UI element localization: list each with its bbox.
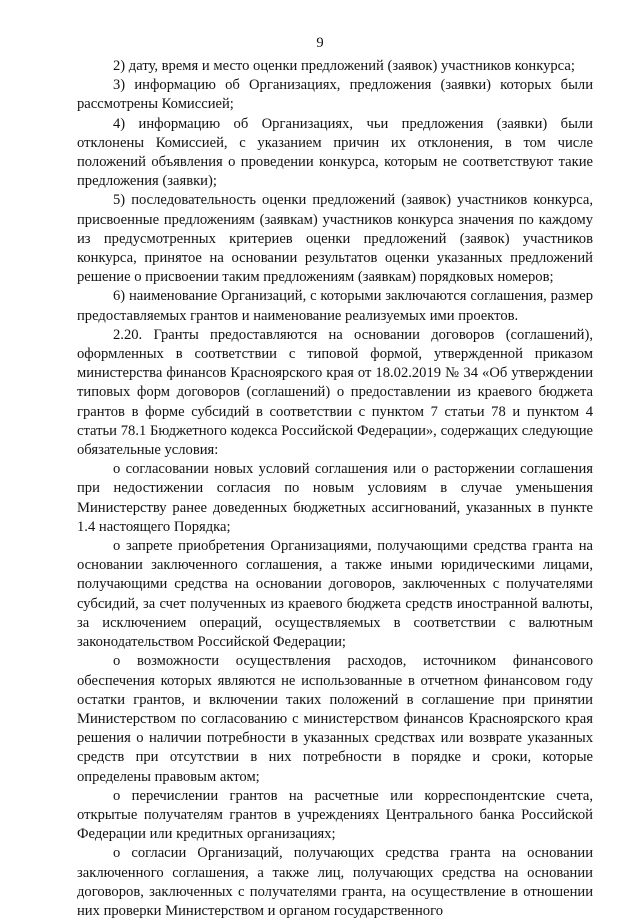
paragraph-item-3: 3) информацию об Организациях, предложения (заявки) которых были рассмотрены Комиссией;	[77, 77, 593, 113]
paragraph-clause-2-20: 2.20. Гранты предоставляются на основании договоров (соглашений), оформленных в соответствии с типовой формой, утвержденной приказом министерства финансов Красноярского края от 18.02.2019 № 34 «Об утверждении типовых форм договоров (соглашений) о предоставлении из краевого бюджета грантов в форме субсидий в соответствии с пунктом 7 статьи 78 и пунктом 4 статьи 78.1 Бюджетного кодекса Российской Федерации», содержащих следующие обязательные условия:	[77, 326, 593, 459]
paragraph-condition-unused-balances: о возможности осуществления расходов, источником финансового обеспечения которых являются не использованные в отчетном финансовом году остатки грантов, и включении таких положений в соглашение при принятии Министерством по согласованию с министерством финансов Красноярского края решения о наличии потребности в указанных средствах или возврате указанных средств при отсутствии в них потребности в порядке и сроки, которые определены правовым актом;	[77, 653, 593, 785]
paragraph-item-2: 2) дату, время и место оценки предложений (заявок) участников конкурса;	[113, 58, 575, 74]
paragraph-condition-currency-ban: о запрете приобретения Организациями, получающими средства гранта на основании заключенного соглашения, а также иными юридическими лицами, получающими средства на основании договоров, заключенных с получателями субсидий, за счет полученных из краевого бюджета средств иностранной валюты, за исключением операций, осуществляемых в соответствии с валютным законодательством Российской Федерации;	[77, 538, 593, 651]
page-number: 9	[316, 35, 324, 51]
paragraph-condition-new-terms: о согласовании новых условий соглашения или о расторжении соглашения при недостижении согласия по новым условиям в случае уменьшения Министерству ранее доведенных бюджетных ассигнований, указанных в пункте 1.4 настоящего Порядка;	[77, 461, 593, 535]
paragraph-item-5: 5) последовательность оценки предложений (заявок) участников конкурса, присвоенные предложениям (заявкам) участников конкурса значения по каждому из предусмотренных критериев оценки предложений (заявок) участников конкурса, принятое на основании результатов оценки указанных предложений решение о присвоении таким предложениям (заявкам) порядковых номеров;	[77, 192, 593, 286]
paragraph-condition-consent-audit: о согласии Организаций, получающих средства гранта на основании заключенного соглашения, а также лиц, получающих средства на основании договоров, заключенных с получателями гранта, на осуществление в отношении них проверки Министерством и органом государственного	[77, 845, 593, 919]
document-body	[77, 57, 593, 921]
paragraph-item-4: 4) информацию об Организациях, чьи предложения (заявки) были отклонены Комиссией, с указанием причин их отклонения, в том числе положений объявления о проведении конкурса, которым не соответствуют такие предложения (заявки);	[77, 115, 593, 190]
paragraph-condition-transfer-accounts: о перечислении грантов на расчетные или корреспондентские счета, открытые получателям грантов в учреждениях Центрального банка Российской Федерации или кредитных организациях;	[77, 787, 593, 843]
paragraph-item-6: 6) наименование Организаций, с которыми заключаются соглашения, размер предоставляемых грантов и наименование реализуемых ими проектов.	[77, 288, 593, 324]
